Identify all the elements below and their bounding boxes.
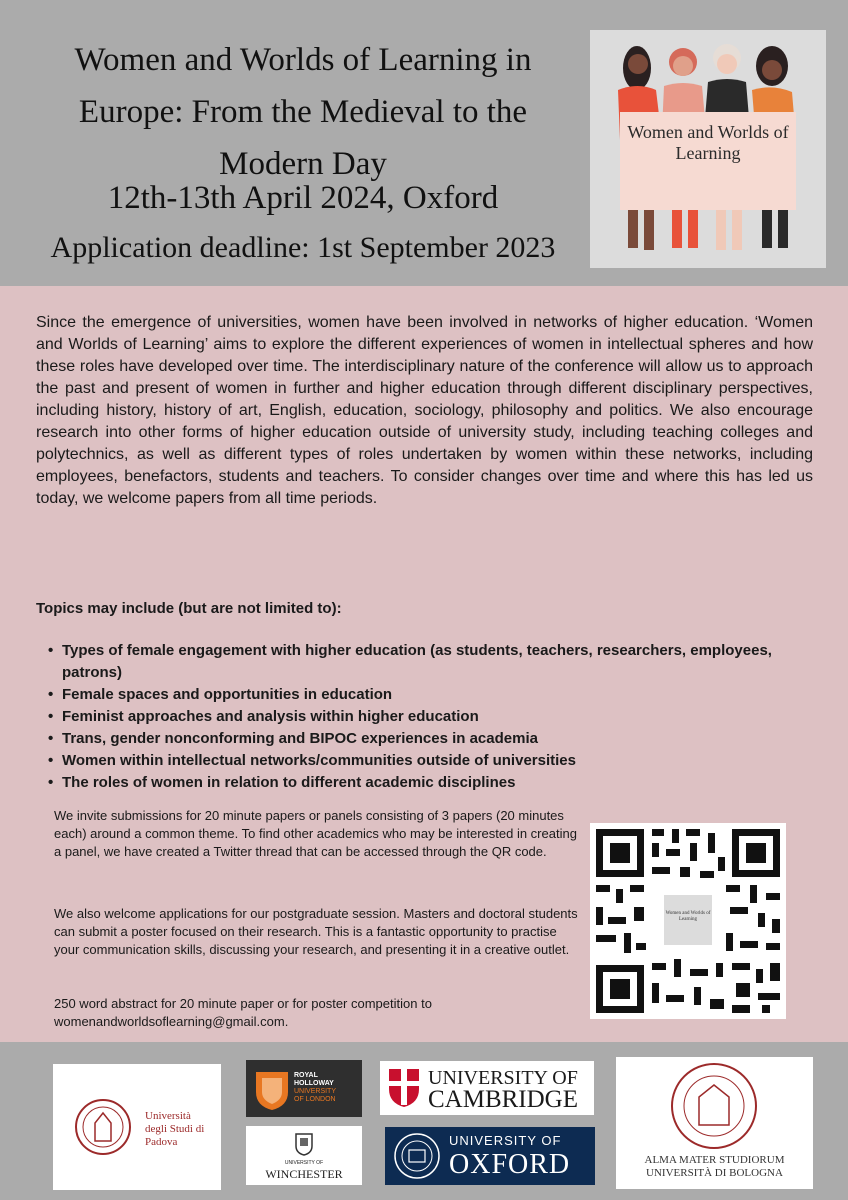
submission-posters-text: We also welcome applications for our postgraduate session. Masters and doctoral students can submit a poster focused on their research. This is a fantastic opportunity to practise your communication skills, discussing your research, and presenting it in a creative outlet. <box>54 906 578 957</box>
partner-logo-royal-holloway: ROYAL HOLLOWAY UNIVERSITY OF LONDON <box>246 1060 362 1117</box>
oxford-seal-icon <box>393 1132 441 1180</box>
application-deadline: Application deadline: 1st September 2023 <box>50 231 556 264</box>
padova-seal-icon <box>73 1097 133 1157</box>
partner-logo-oxford: UNIVERSITY OF OXFORD <box>385 1127 595 1185</box>
submission-papers-text: We invite submissions for 20 minute papers or panels consisting of 3 papers (20 minutes each) around a common theme. To find other academics who may be interested in creating a panel, we have created a Twitter thread that can be accessed through the QR code. <box>54 808 577 859</box>
list-item: • Female spaces and opportunities in education <box>48 684 814 706</box>
list-item: • Trans, gender nonconforming and BIPOC experiences in academia <box>48 728 814 750</box>
list-item: • Types of female engagement with higher education (as students, teachers, researchers, employees, patrons) <box>48 640 814 684</box>
list-item: • The roles of women in relation to different academic disciplines <box>48 772 814 794</box>
list-item: • Feminist approaches and analysis within higher education <box>48 706 814 728</box>
qr-code[interactable] <box>590 823 786 1019</box>
page-title: Women and Worlds of Learning in Europe: From the Medieval to the Modern Day <box>74 42 532 182</box>
cambridge-crest-icon <box>387 1067 421 1109</box>
partner-logo-bologna: ALMA MATER STUDIORUM UNIVERSITÀ DI BOLOGNA <box>616 1057 813 1189</box>
royal-holloway-crest-icon <box>252 1064 292 1112</box>
topics-heading: Topics may include (but are not limited to): <box>36 600 342 617</box>
list-item: • Women within intellectual networks/communities outside of universities <box>48 750 814 772</box>
intro-paragraph: Since the emergence of universities, women have been involved in networks of higher education. ‘Women and Worlds of Learning’ aims to explore the different experiences of women in intellectual spheres and how these roles have developed over time. The interdisciplinary nature of the conference will allow us to approach the past and present of women in further and higher education through different disciplinary perspectives, including history, history of art, English, education, sociology, philosophy and politics. We also encourage research into other forms of higher education outside of university study, including teaching colleges and polytechnics, as well as different types of roles undertaken by women within these networks, including employees, benefactors, students and teachers. To consider changes over time and where this has led us today, we welcome papers from all time periods. <box>36 314 813 507</box>
event-dates: 12th-13th April 2024, Oxford <box>107 180 499 216</box>
partner-logo-padova <box>53 1064 221 1190</box>
logo-text: Women and Worlds of Learning <box>627 122 789 163</box>
winchester-crest-icon <box>294 1132 314 1156</box>
topics-list <box>48 640 814 794</box>
partner-logo-winchester: UNIVERSITY OF WINCHESTER <box>246 1126 362 1185</box>
partner-logo-cambridge: UNIVERSITY OF CAMBRIDGE <box>380 1061 594 1115</box>
padova-name: Università degli Studi di Padova <box>145 1110 205 1148</box>
qr-center-logo: Women and Worlds of Learning <box>662 893 714 947</box>
conference-logo <box>590 30 826 268</box>
submission-abstract-text: 250 word abstract for 20 minute paper or for poster competition to womenandworldsoflearning@gmail.com. <box>54 996 432 1029</box>
bologna-seal-icon <box>669 1061 759 1151</box>
